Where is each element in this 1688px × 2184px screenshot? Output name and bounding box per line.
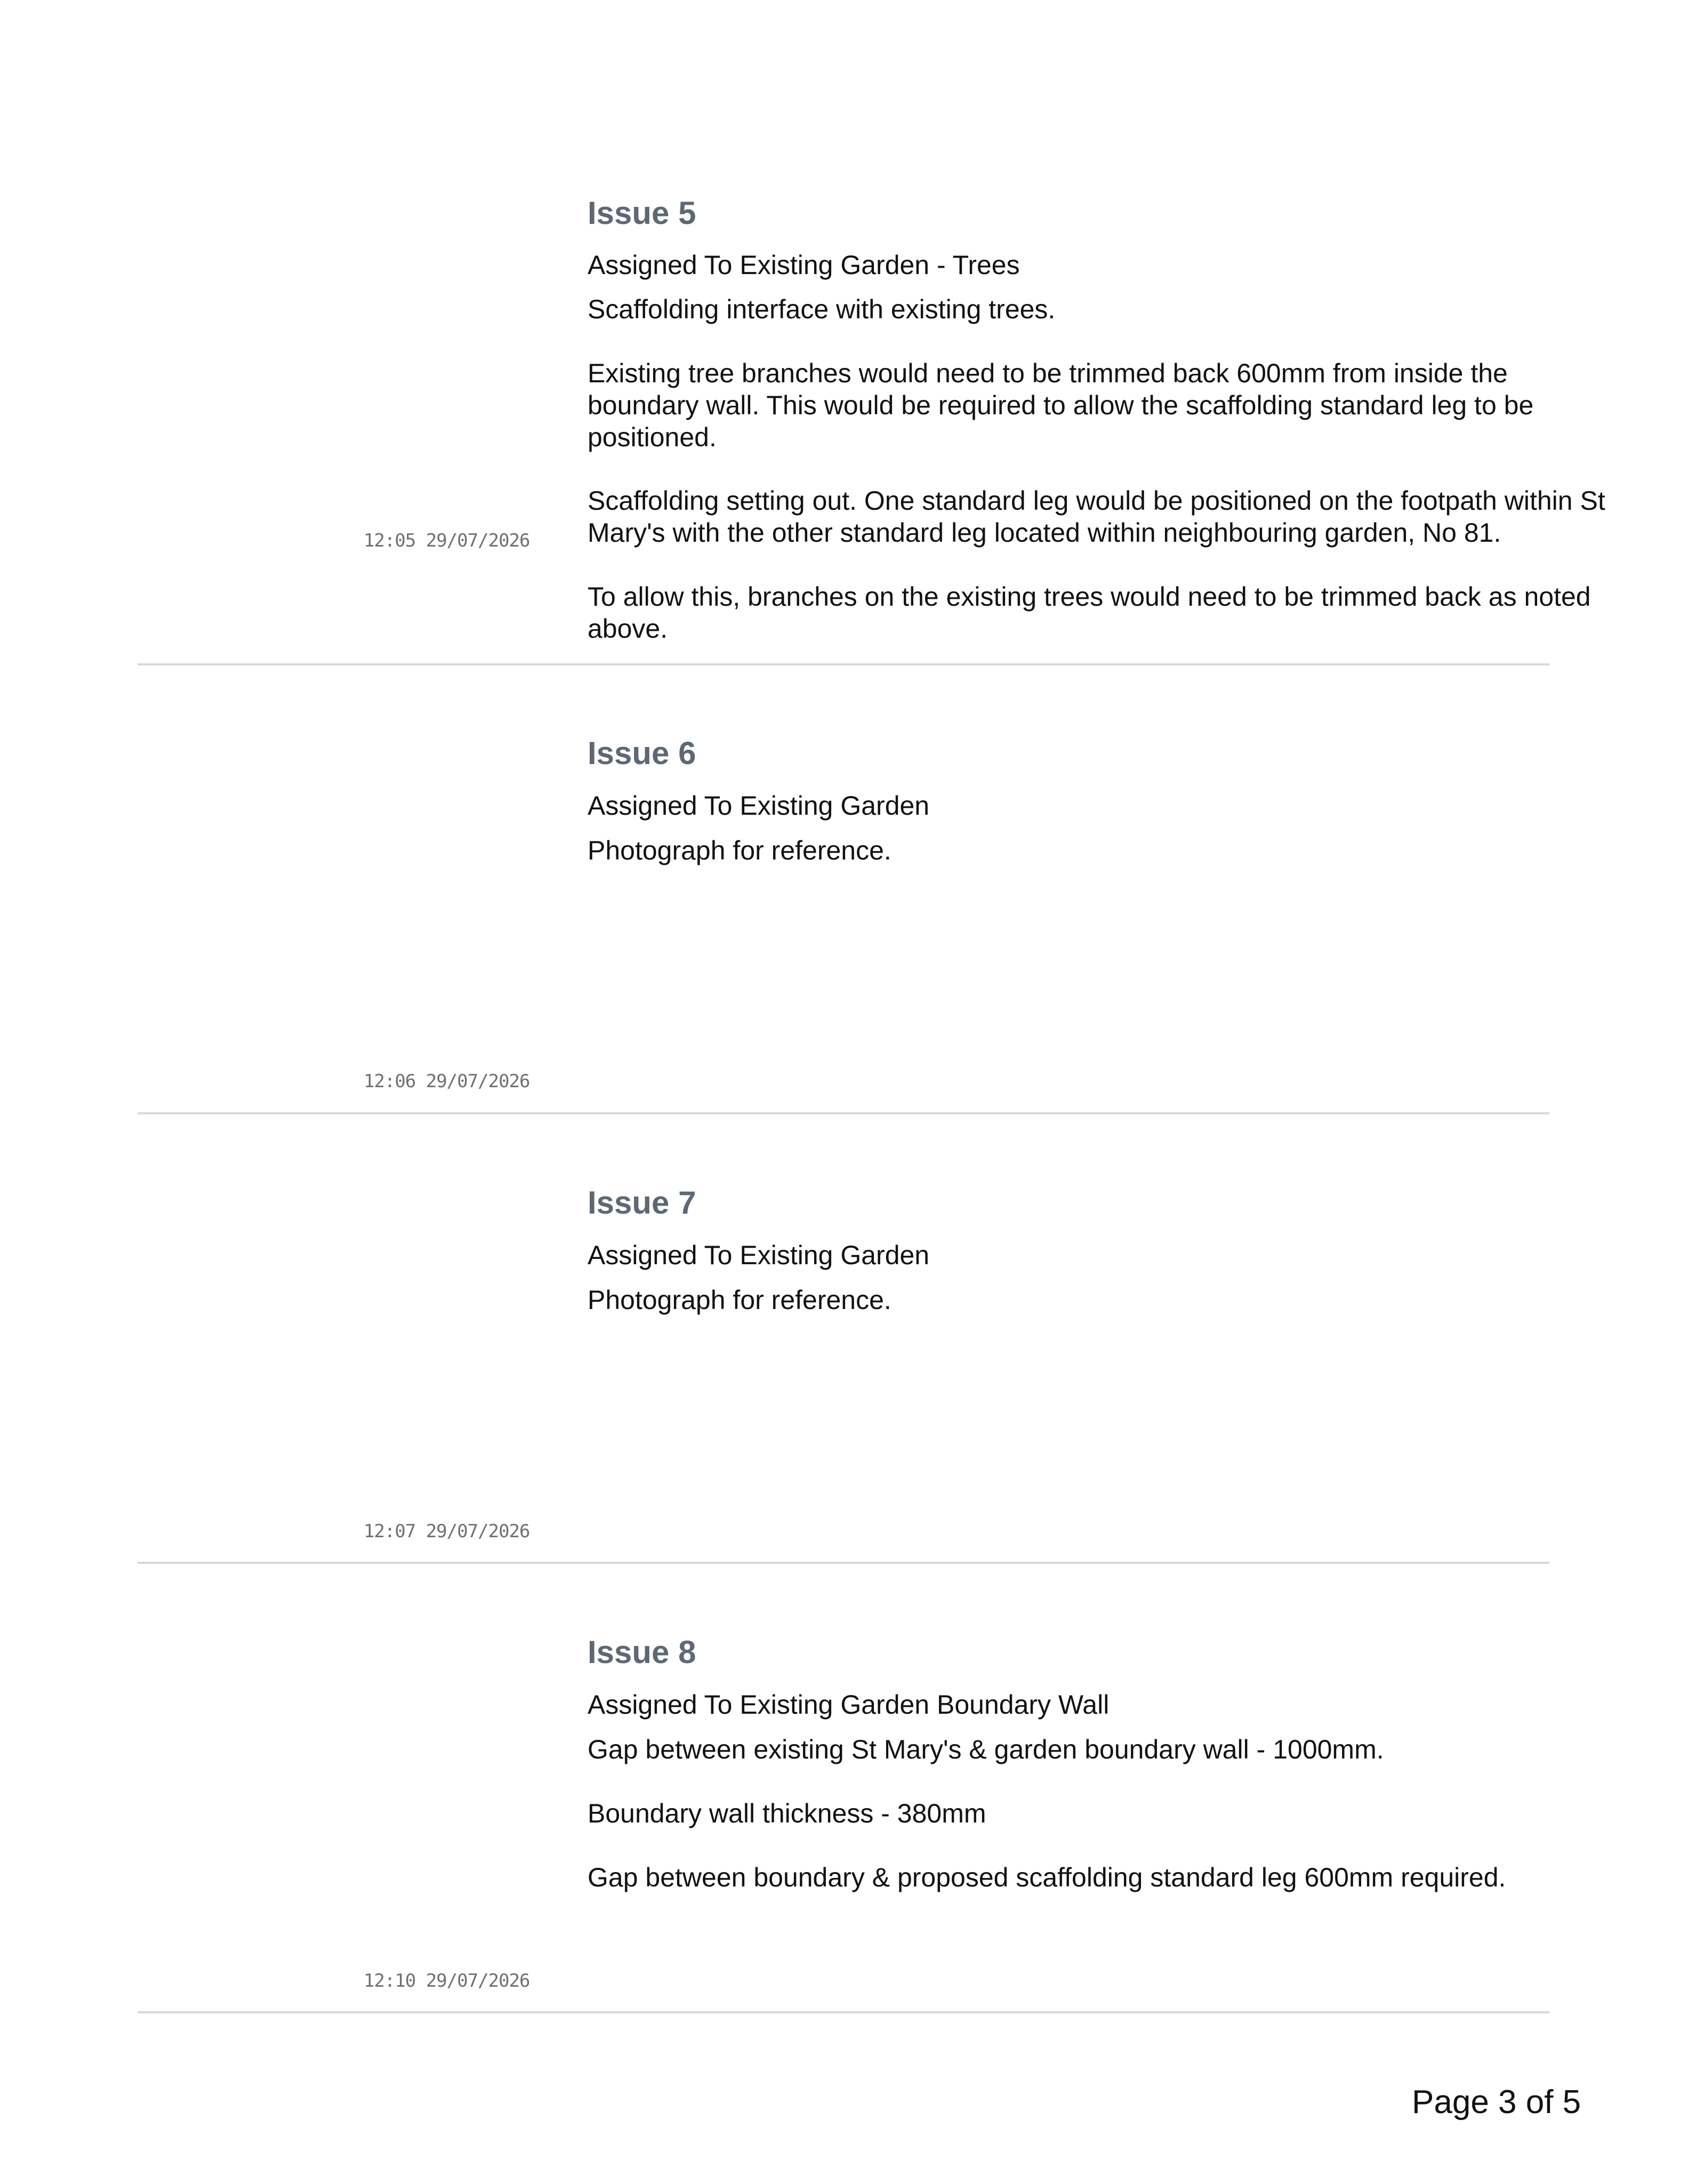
issue-paragraph: Scaffolding setting out. One standard leg would be positioned on the footpath within St <box>588 486 1605 516</box>
issue-paragraph: To allow this, branches on the existing trees would need to be trimmed back as noted <box>588 582 1591 612</box>
issue-paragraph: Gap between existing St Mary's & garden boundary wall - 1000mm. <box>588 1735 1384 1764</box>
issue-paragraph: Scaffolding interface with existing trees. <box>588 294 1056 324</box>
issue-title: Issue 7 <box>588 1185 696 1221</box>
issue-timestamp: 12:05 29/07/2026 <box>364 530 530 551</box>
issue-divider <box>138 663 1549 665</box>
issue-timestamp: 12:06 29/07/2026 <box>364 1071 530 1092</box>
issue-assigned-to: Assigned To Existing Garden <box>588 791 930 821</box>
issue-paragraph: Boundary wall thickness - 380mm <box>588 1798 986 1828</box>
issue-paragraph: Gap between boundary & proposed scaffolding standard leg 600mm required. <box>588 1862 1506 1892</box>
issue-title: Issue 8 <box>588 1634 696 1670</box>
issue-divider <box>138 1112 1549 1114</box>
issue-paragraph: positioned. <box>588 422 717 452</box>
issue-divider <box>138 2011 1549 2013</box>
issue-assigned-to: Assigned To Existing Garden - Trees <box>588 250 1020 280</box>
issue-timestamp: 12:07 29/07/2026 <box>364 1521 530 1542</box>
issue-paragraph: boundary wall. This would be required to allow the scaffolding standard leg to be <box>588 390 1534 420</box>
issue-divider <box>138 1562 1549 1564</box>
issue-paragraph: Mary's with the other standard leg located within neighbouring garden, No 81. <box>588 518 1501 548</box>
issue-assigned-to: Assigned To Existing Garden Boundary Wall <box>588 1690 1110 1720</box>
issue-paragraph: above. <box>588 614 668 644</box>
issue-paragraph: Photograph for reference. <box>588 1285 891 1315</box>
issue-paragraph: Existing tree branches would need to be trimmed back 600mm from inside the <box>588 358 1508 388</box>
issue-assigned-to: Assigned To Existing Garden <box>588 1240 930 1270</box>
issue-paragraph: Photograph for reference. <box>588 836 891 865</box>
issue-timestamp: 12:10 29/07/2026 <box>364 1970 530 1992</box>
page-number: Page 3 of 5 <box>1412 2084 1581 2121</box>
issue-title: Issue 5 <box>588 195 696 231</box>
issue-title: Issue 6 <box>588 735 696 771</box>
